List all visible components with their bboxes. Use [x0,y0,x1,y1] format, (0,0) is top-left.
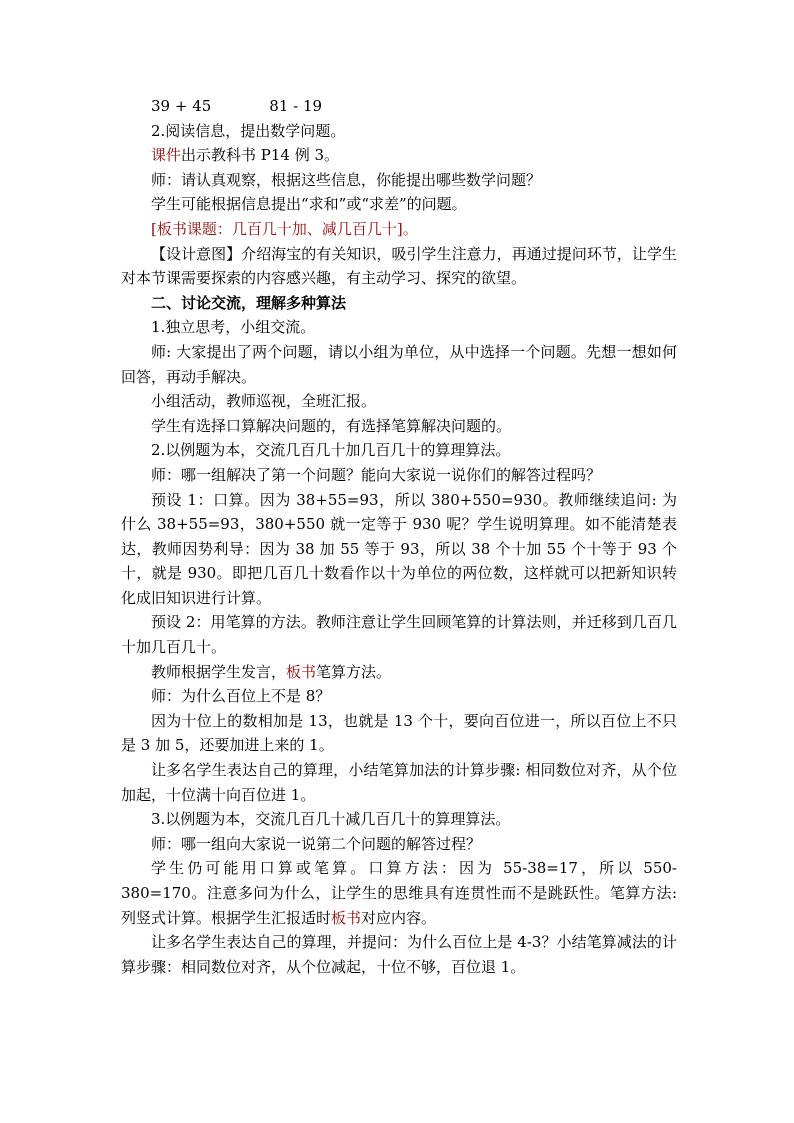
blackboard-method-prefix: 教师根据学生发言， [151,662,287,681]
teacher-question-second: 师：哪一组向大家说一说第二个问题的解答过程？ [151,834,482,853]
preset-1-mental: 预设 1：口算。因为 38+55=93，所以 380+550=930。教师继续追问: 为什么 38+55=93，380+550 就一定等于 930 呢？学生说明算理。如不能清楚表达，教师因势利导：因为 38 加 55 等于 93，所以 38 个十加 55 个十等于 93 个十，就是 930。即把几百几十数看作以十为单位的两位数，这样就可以把新知识转化成旧知识进行计算。 [121,490,677,607]
blackboard-title: [板书课题：几百几十加、减几百几十]。 [151,219,418,238]
step-2-addition: 2.以例题为本，交流几百几十加几百几十的算理算法。 [151,441,511,460]
step-2-read-info: 2.阅读信息，提出数学问题。 [151,121,346,140]
courseware-text: 出示教科书 P14 例 3。 [181,146,340,165]
carry-explanation: 因为十位上的数相加是 13，也就是 13 个十，要向百位进一，所以百位上不只是 3 加 5，还要加进上来的 1。 [121,711,677,755]
student-choices: 学生有选择口算解决问题的，有选择笔算解决问题的。 [151,416,512,435]
subtraction-methods [121,856,677,930]
preset-2-written: 预设 2：用笔算的方法。教师注意让学生回顾笔算的计算法则，并迁移到几百几十加几百几十。 [121,613,677,657]
step-1-think: 1.独立思考，小组交流。 [151,318,316,337]
step-3-subtraction: 3.以例题为本，交流几百几十减几百几十的算理算法。 [151,810,511,829]
expressions-line [121,94,677,119]
subtraction-methods-text: 学生仍可能用口算或笔算。口算方法：因为 55-38=17，所以 550-380=170。注意多问为什么，让学生的思维具有连贯性而不是跳跃性。笔算方法: 列竖式计算。根据学生汇报适时 [121,859,677,927]
section-heading-2: 二、讨论交流，理解多种算法 [151,293,347,312]
teacher-question-first: 师：哪一组解决了第一个问题？能向大家说一说你们的解答过程吗？ [151,465,602,484]
blackboard-label-2: 板书 [331,908,362,927]
blackboard-method-line [121,660,677,685]
design-intent: 【设计意图】介绍海宝的有关知识，吸引学生注意力，再通过提问环节，让学生对本节课需要探索的内容感兴趣，有主动学习、探究的欲望。 [121,244,677,288]
student-response: 学生可能根据信息提出“求和”或“求差”的问题。 [151,195,467,214]
subtraction-methods-suffix: 对应内容。 [361,908,437,927]
blackboard-method-suffix: 笔算方法。 [316,662,392,681]
blackboard-label: 板书 [286,662,317,681]
teacher-question: 师：请认真观察，根据这些信息，你能提出哪些数学问题？ [151,170,542,189]
subtraction-summary: 让多名学生表达自己的算理，并提问：为什么百位上是 4-3？小结笔算减法的计算步骤：相同数位对齐，从个位减起，十位不够，百位退 1。 [121,933,677,976]
teacher-why-hundreds: 师：为什么百位上不是 8？ [151,687,331,706]
document-body [121,94,677,979]
courseware-line [121,143,677,168]
group-activity: 小组活动，教师巡视，全班汇报。 [151,392,377,411]
teacher-instruction: 师: 大家提出了两个问题，请以小组为单位，从中选择一个问题。先想一想如何回答，再动手解决。 [121,342,677,386]
expression-sub: 81 - 19 [269,97,323,115]
courseware-label: 课件 [151,146,182,165]
expression-add: 39 + 45 [151,97,212,115]
addition-summary: 让多名学生表达自己的算理，小结笔算加法的计算步骤: 相同数位对齐，从个位加起，十位满十向百位进 1。 [121,761,677,804]
